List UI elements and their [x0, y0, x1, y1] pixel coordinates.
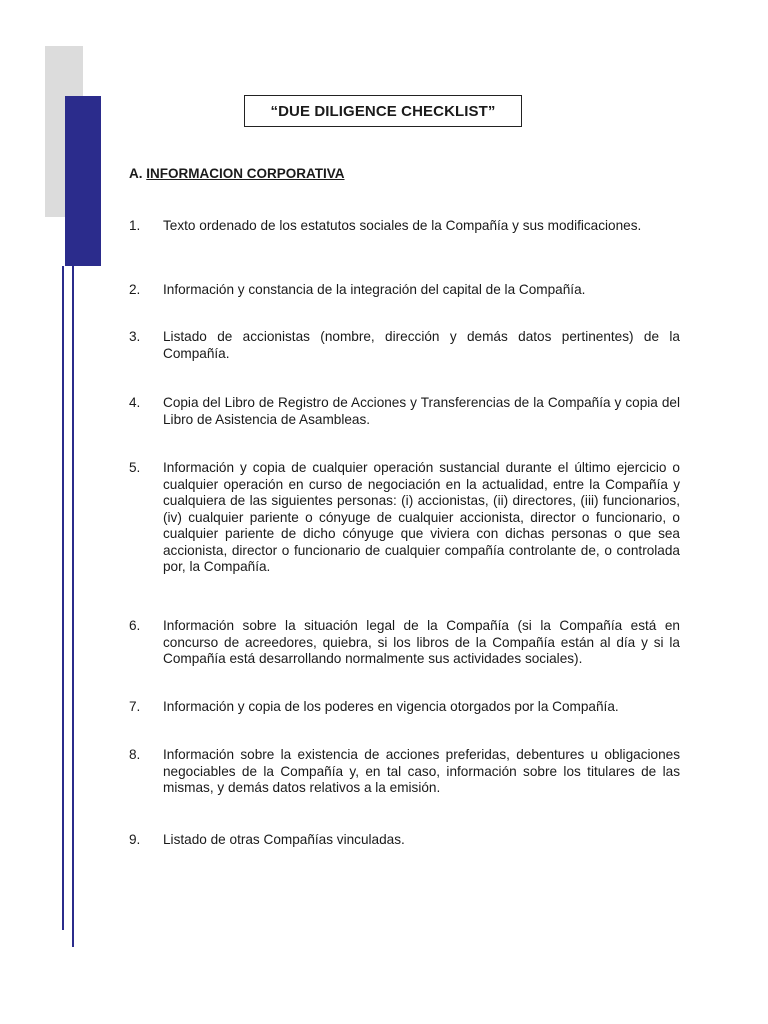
section-heading-text: INFORMACION CORPORATIVA	[146, 166, 345, 181]
item-text: Listado de otras Compañías vinculadas.	[163, 832, 405, 847]
checklist-item	[129, 329, 680, 362]
checklist-item	[129, 460, 680, 576]
document-title	[244, 95, 522, 127]
section-heading	[129, 166, 345, 181]
item-number: 2.	[129, 282, 141, 297]
decorative-blue-block	[65, 96, 101, 266]
item-number: 6.	[129, 618, 141, 633]
decorative-blue-line-left	[62, 266, 64, 930]
checklist-item	[129, 699, 680, 716]
document-title-text: “DUE DILIGENCE CHECKLIST”	[270, 102, 496, 120]
item-text: Texto ordenado de los estatutos sociales de la Compañía y sus modificaciones.	[163, 218, 642, 233]
item-number: 8.	[129, 747, 141, 762]
checklist-item	[129, 282, 680, 299]
item-number: 9.	[129, 832, 141, 847]
item-text: Información y constancia de la integración del capital de la Compañía.	[163, 282, 586, 297]
checklist-item	[129, 747, 680, 797]
checklist-item	[129, 218, 680, 235]
item-text: Copia del Libro de Registro de Acciones y Transferencias de la Compañía y copia del Libro de Asistencia de Asambleas.	[163, 395, 680, 427]
checklist-item	[129, 832, 680, 849]
item-number: 7.	[129, 699, 141, 714]
checklist-item	[129, 618, 680, 668]
item-text: Información sobre la situación legal de la Compañía (si la Compañía está en concurso de acreedores, quiebra, si los libros de la Compañía están al día y si la Compañía está desarrollando normalmente sus actividades sociales).	[163, 618, 680, 666]
item-number: 5.	[129, 460, 141, 475]
item-text: Información y copia de los poderes en vigencia otorgados por la Compañía.	[163, 699, 619, 714]
item-number: 1.	[129, 218, 141, 233]
item-number: 4.	[129, 395, 141, 410]
item-text: Información sobre la existencia de acciones preferidas, debentures u obligaciones negociables de la Compañía y, en tal caso, información sobre los titulares de las mismas, y demás datos relativos a la emisión.	[163, 747, 680, 795]
item-text: Listado de accionistas (nombre, dirección y demás datos pertinentes) de la Compañía.	[163, 329, 680, 361]
item-number: 3.	[129, 329, 141, 344]
section-prefix: A.	[129, 166, 143, 181]
item-text: Información y copia de cualquier operación sustancial durante el último ejercicio o cualquier operación en curso de negociación en la actualidad, entre la Compañía y cualquiera de las siguientes personas: (i) accionistas, (ii) directores, (iii) funcionarios, (iv) cualquier pariente o cónyuge de cualquier accionista, director o funcionario, o cualquier pariente de dicho cónyuge que viviera con dichas personas o que sea accionista, director o funcionario de cualquier compañía controlante de, o controlada por, la Compañía.	[163, 460, 680, 574]
checklist-item	[129, 395, 680, 428]
decorative-blue-line-right	[72, 266, 74, 947]
